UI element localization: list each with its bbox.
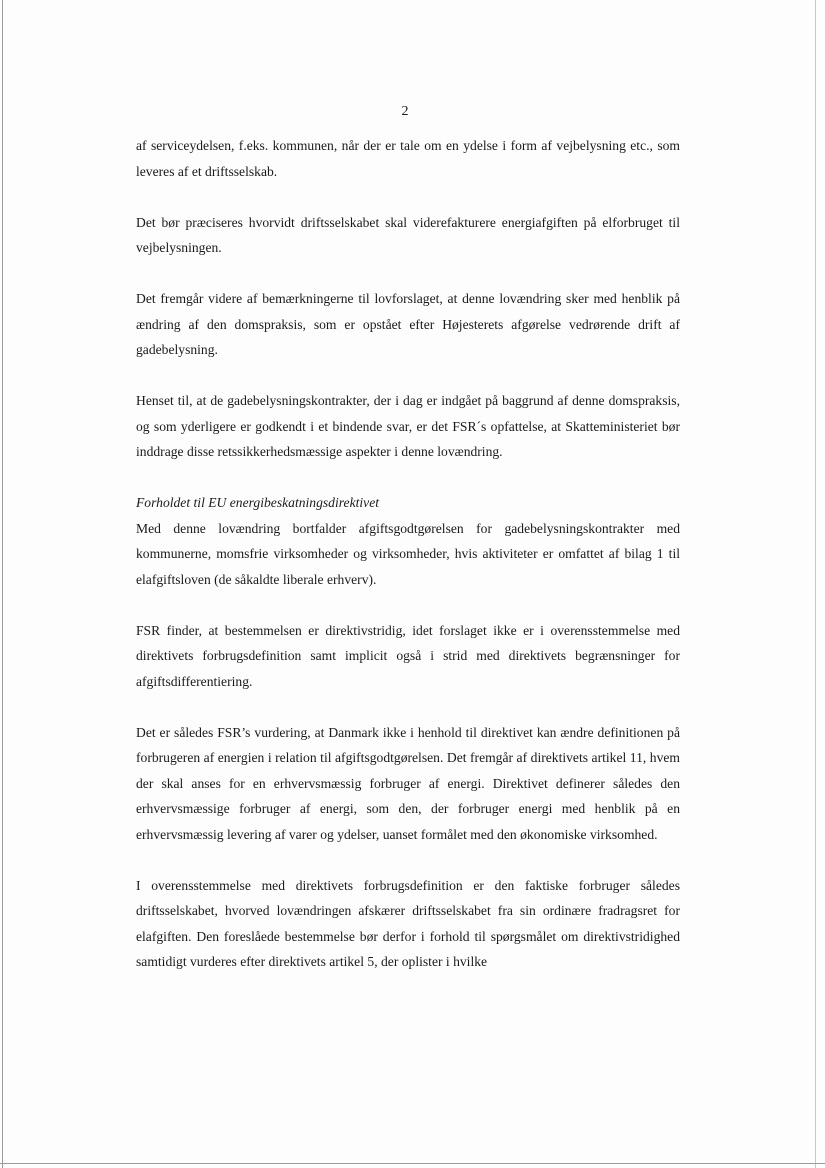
paragraph: Det bør præciseres hvorvidt driftsselskabet skal viderefakturere energiafgiften på elforbruget til vejbelysningen. xyxy=(136,214,680,255)
paragraph: Med denne lovændring bortfalder afgiftsgodtgørelsen for gadebelysningskontrakter med kommunerne, momsfrie virksomheder og virksomheder, hvis aktiviteter er omfattet af bilag 1 til elafgiftsloven (de såkaldte liberale erhverv). xyxy=(136,520,680,587)
document-body xyxy=(136,133,680,975)
paragraph: af serviceydelsen, f.eks. kommunen, når der er tale om en ydelse i form af vejbelysning etc., som leveres af et driftsselskab. xyxy=(136,138,680,179)
paragraph: FSR finder, at bestemmelsen er direktivstridig, idet forslaget ikke er i overensstemmelse med direktivets forbrugsdefinition samt implicit også i strid med direktivets begrænsninger for afgiftsdifferentiering. xyxy=(136,622,680,689)
paragraph: I overensstemmelse med direktivets forbrugsdefinition er den faktiske forbruger således driftsselskabet, hvorved lovændringen afskærer driftsselskabet fra sin ordinære fradragsret for elafgiften. Den foreslåede bestemmelse bør derfor i forhold til spørgsmålet om direktivstridighed samtidigt vurderes efter direktivets artikel 5, der oplister i hvilke xyxy=(136,877,680,969)
page-number: 2 xyxy=(401,104,409,119)
paragraph: Henset til, at de gadebelysningskontrakter, der i dag er indgået på baggrund af denne domspraksis, og som yderligere er godkendt i et bindende svar, er det FSR´s opfattelse, at Skatteministeriet bør inddrage disse retssikkerhedsmæssige aspekter i denne lovændring. xyxy=(136,393,680,459)
scan-edge-right xyxy=(815,0,816,1168)
scan-edge-bottom xyxy=(0,1163,825,1164)
section-heading: Forholdet til EU energibeskatningsdirektivet xyxy=(136,495,380,510)
paragraph: Det er således FSR’s vurdering, at Danmark ikke i henhold til direktivet kan ændre definitionen på forbrugeren af energien i relation til afgiftsgodtgørelsen. Det fremgår af direktivets artikel 11, hvem der skal anses for en erhvervsmæssig forbruger af energi. Direktivet definerer således den erhvervsmæssige forbruger af energi, som den, der forbruger energi med henblik på en erhvervsmæssig levering af varer og ydelser, uanset formålet med den økonomiske virksomhed. xyxy=(136,724,680,842)
scan-edge-left xyxy=(2,0,3,1168)
paragraph: Det fremgår videre af bemærkningerne til lovforslaget, at denne lovændring sker med henblik på ændring af den domspraksis, som er opstået efter Højesterets afgørelse vedrørende drift af gadebelysning. xyxy=(136,291,680,357)
